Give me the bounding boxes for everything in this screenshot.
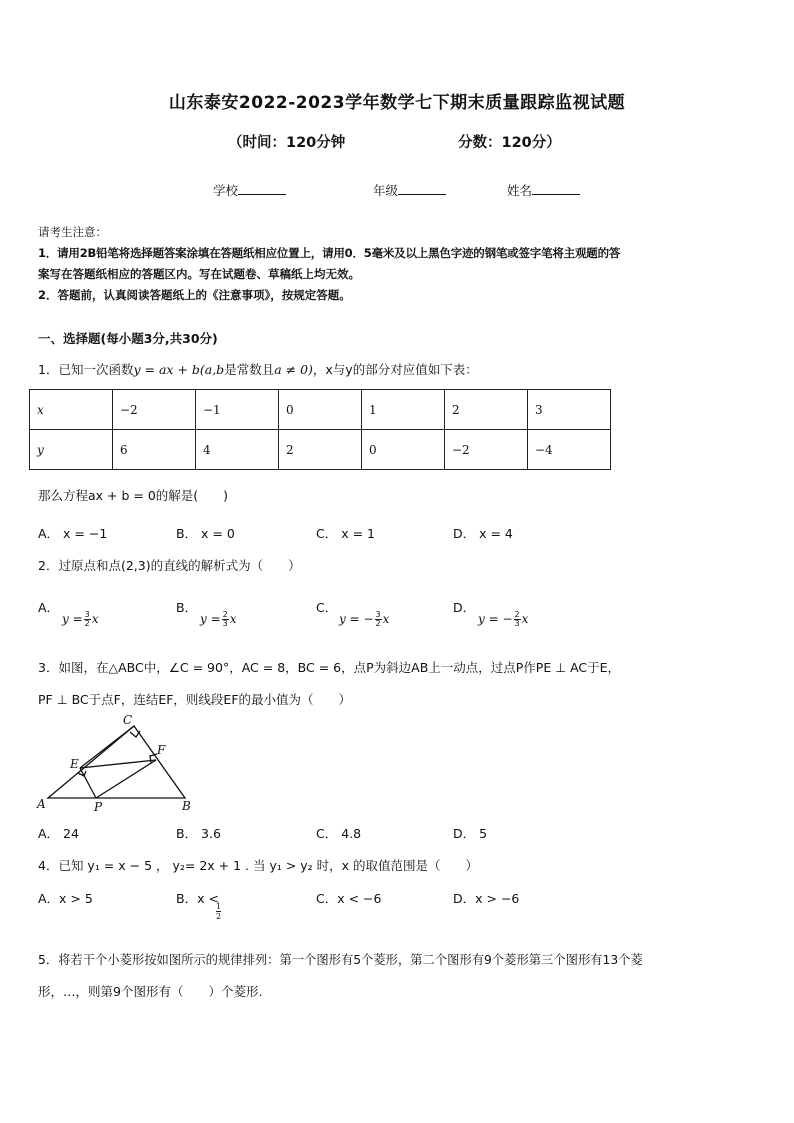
question-5-line-1: 5．将若干个小菱形按如图所示的规律排列：第一个图形有5个菱形，第二个图形有9个菱形第三个图形有13个菱 bbox=[38, 953, 643, 967]
exam-time: （时间：120分钟 bbox=[228, 135, 346, 151]
q2-option-b-formula: y = $\frac{2}{3}$ x bbox=[200, 610, 237, 628]
notice-line-1b: 案写在答题纸相应的答题区内。写在试题卷、草稿纸上均无效。 bbox=[38, 267, 360, 281]
point-label: B bbox=[182, 799, 191, 813]
q1-option-b[interactable]: B． x = 0 bbox=[176, 526, 235, 541]
grade-label: 年级 bbox=[373, 183, 399, 198]
q2-option-b[interactable] bbox=[176, 598, 197, 616]
notice-line-1a: 1．请用2B铅笔将选择题答案涂填在答题纸相应位置上，请用0．5毫米及以上黑色字迹的钢笔或签字笔将主观题的答 bbox=[38, 246, 621, 260]
value-table bbox=[29, 389, 611, 470]
q1-function: y = ax + b(a,b bbox=[133, 362, 225, 377]
table-cell: y bbox=[30, 430, 113, 470]
page-title: 山东泰安2022-2023学年数学七下期末质量跟踪监视试题 bbox=[168, 93, 626, 113]
table-row bbox=[30, 430, 611, 470]
table-cell: 1 bbox=[362, 390, 445, 430]
q4-option-d[interactable]: D．x > −6 bbox=[453, 891, 520, 906]
point-label: C bbox=[123, 713, 133, 727]
q2-option-a-formula: y = $\frac{3}{2}$ x bbox=[62, 610, 99, 628]
grade-blank bbox=[398, 182, 446, 195]
segment-ec bbox=[80, 726, 134, 768]
question-5-line-2: 形，…，则第9个图形有（ ）个菱形. bbox=[38, 984, 263, 999]
table-cell: x bbox=[30, 390, 113, 430]
question-1-stem bbox=[38, 360, 478, 378]
grade-field bbox=[373, 181, 446, 199]
q1-tail: ，x与y的部分对应值如下表： bbox=[312, 362, 478, 377]
table-cell: 4 bbox=[196, 430, 279, 470]
q1-option-d[interactable]: D． x = 4 bbox=[453, 526, 513, 541]
table-cell: 6 bbox=[113, 430, 196, 470]
table-cell: −1 bbox=[196, 390, 279, 430]
question-4-stem: 4．已知 y₁ = x − 5 ， y₂= 2x + 1 . 当 y₁ > y₂ 时，x 的取值范围是（ ） bbox=[38, 858, 479, 873]
name-label: 姓名 bbox=[507, 183, 533, 198]
fraction: $\frac{3}{2}$ bbox=[84, 610, 90, 628]
segment-pe bbox=[80, 768, 96, 798]
table-row bbox=[30, 390, 611, 430]
q2-option-c-formula: y = − $\frac{3}{2}$ x bbox=[339, 610, 390, 628]
point-label: A bbox=[37, 797, 46, 811]
table-cell: 3 bbox=[528, 390, 611, 430]
q1-question: 那么方程ax + b = 0的解是( ) bbox=[38, 488, 229, 503]
section-heading: 一、选择题(每小题3分,共30分) bbox=[38, 331, 218, 346]
q4-option-b[interactable]: B．x < bbox=[176, 891, 219, 906]
school-label: 学校 bbox=[213, 183, 239, 198]
q1-mid: 是常数且 bbox=[224, 362, 275, 377]
q3-option-d[interactable]: D． 5 bbox=[453, 826, 488, 841]
point-label: E bbox=[70, 757, 79, 771]
table-cell: 0 bbox=[362, 430, 445, 470]
table-cell: 2 bbox=[279, 430, 362, 470]
question-3-line-1: 3．如图，在△ABC中，∠C = 90°，AC = 8，BC = 6，点P为斜边AB上一动点，过点P作PE ⊥ AC于E， bbox=[38, 660, 621, 675]
q1-option-a[interactable]: A． x = −1 bbox=[38, 526, 108, 541]
q4-option-b-fraction: 1 2 bbox=[216, 902, 222, 921]
question-3-line-2: PF ⊥ BC于点F，连结EF，则线段EF的最小值为（ ） bbox=[38, 692, 352, 707]
question-2-stem: 2．过原点和点(2,3)的直线的解析式为（ ） bbox=[38, 558, 301, 573]
name-field bbox=[507, 181, 580, 199]
school-field bbox=[213, 181, 286, 199]
option-label: D． bbox=[453, 600, 476, 615]
fraction: $\frac{3}{2}$ bbox=[375, 610, 381, 628]
point-label: P bbox=[94, 800, 103, 814]
q4-option-c[interactable]: C．x < −6 bbox=[316, 891, 382, 906]
name-blank bbox=[532, 182, 580, 195]
table-cell: 2 bbox=[445, 390, 528, 430]
q3-option-b[interactable]: B． 3.6 bbox=[176, 826, 221, 841]
table-cell: −4 bbox=[528, 430, 611, 470]
q2-option-c[interactable] bbox=[316, 598, 337, 616]
q1-prefix: 1．已知一次函数 bbox=[38, 362, 134, 377]
triangle-abc bbox=[48, 726, 185, 798]
table-cell: −2 bbox=[113, 390, 196, 430]
option-label: B． bbox=[176, 600, 198, 615]
q1-option-c[interactable]: C． x = 1 bbox=[316, 526, 375, 541]
exam-score: 分数：120分） bbox=[458, 135, 561, 151]
q3-option-c[interactable]: C． 4.8 bbox=[316, 826, 362, 841]
fraction: $\frac{2}{3}$ bbox=[222, 610, 228, 628]
q1-condition: a ≠ 0) bbox=[274, 362, 313, 377]
q2-option-d-formula: y = − $\frac{2}{3}$ x bbox=[478, 610, 529, 628]
fraction: $\frac{2}{3}$ bbox=[514, 610, 520, 628]
q3-option-a[interactable]: A． 24 bbox=[38, 826, 79, 841]
point-label: F bbox=[157, 743, 166, 757]
school-blank bbox=[238, 182, 286, 195]
option-label: A． bbox=[38, 600, 60, 615]
q2-option-d[interactable] bbox=[453, 598, 475, 616]
q2-option-a[interactable] bbox=[38, 598, 59, 616]
table-cell: −2 bbox=[445, 430, 528, 470]
notice-heading: 请考生注意： bbox=[38, 225, 107, 239]
triangle-figure bbox=[30, 710, 210, 815]
q4-option-a[interactable]: A．x > 5 bbox=[38, 891, 93, 906]
table-cell: 0 bbox=[279, 390, 362, 430]
notice-line-2: 2．答题前，认真阅读答题纸上的《注意事项》，按规定答题。 bbox=[38, 288, 351, 302]
option-label: C． bbox=[316, 600, 338, 615]
